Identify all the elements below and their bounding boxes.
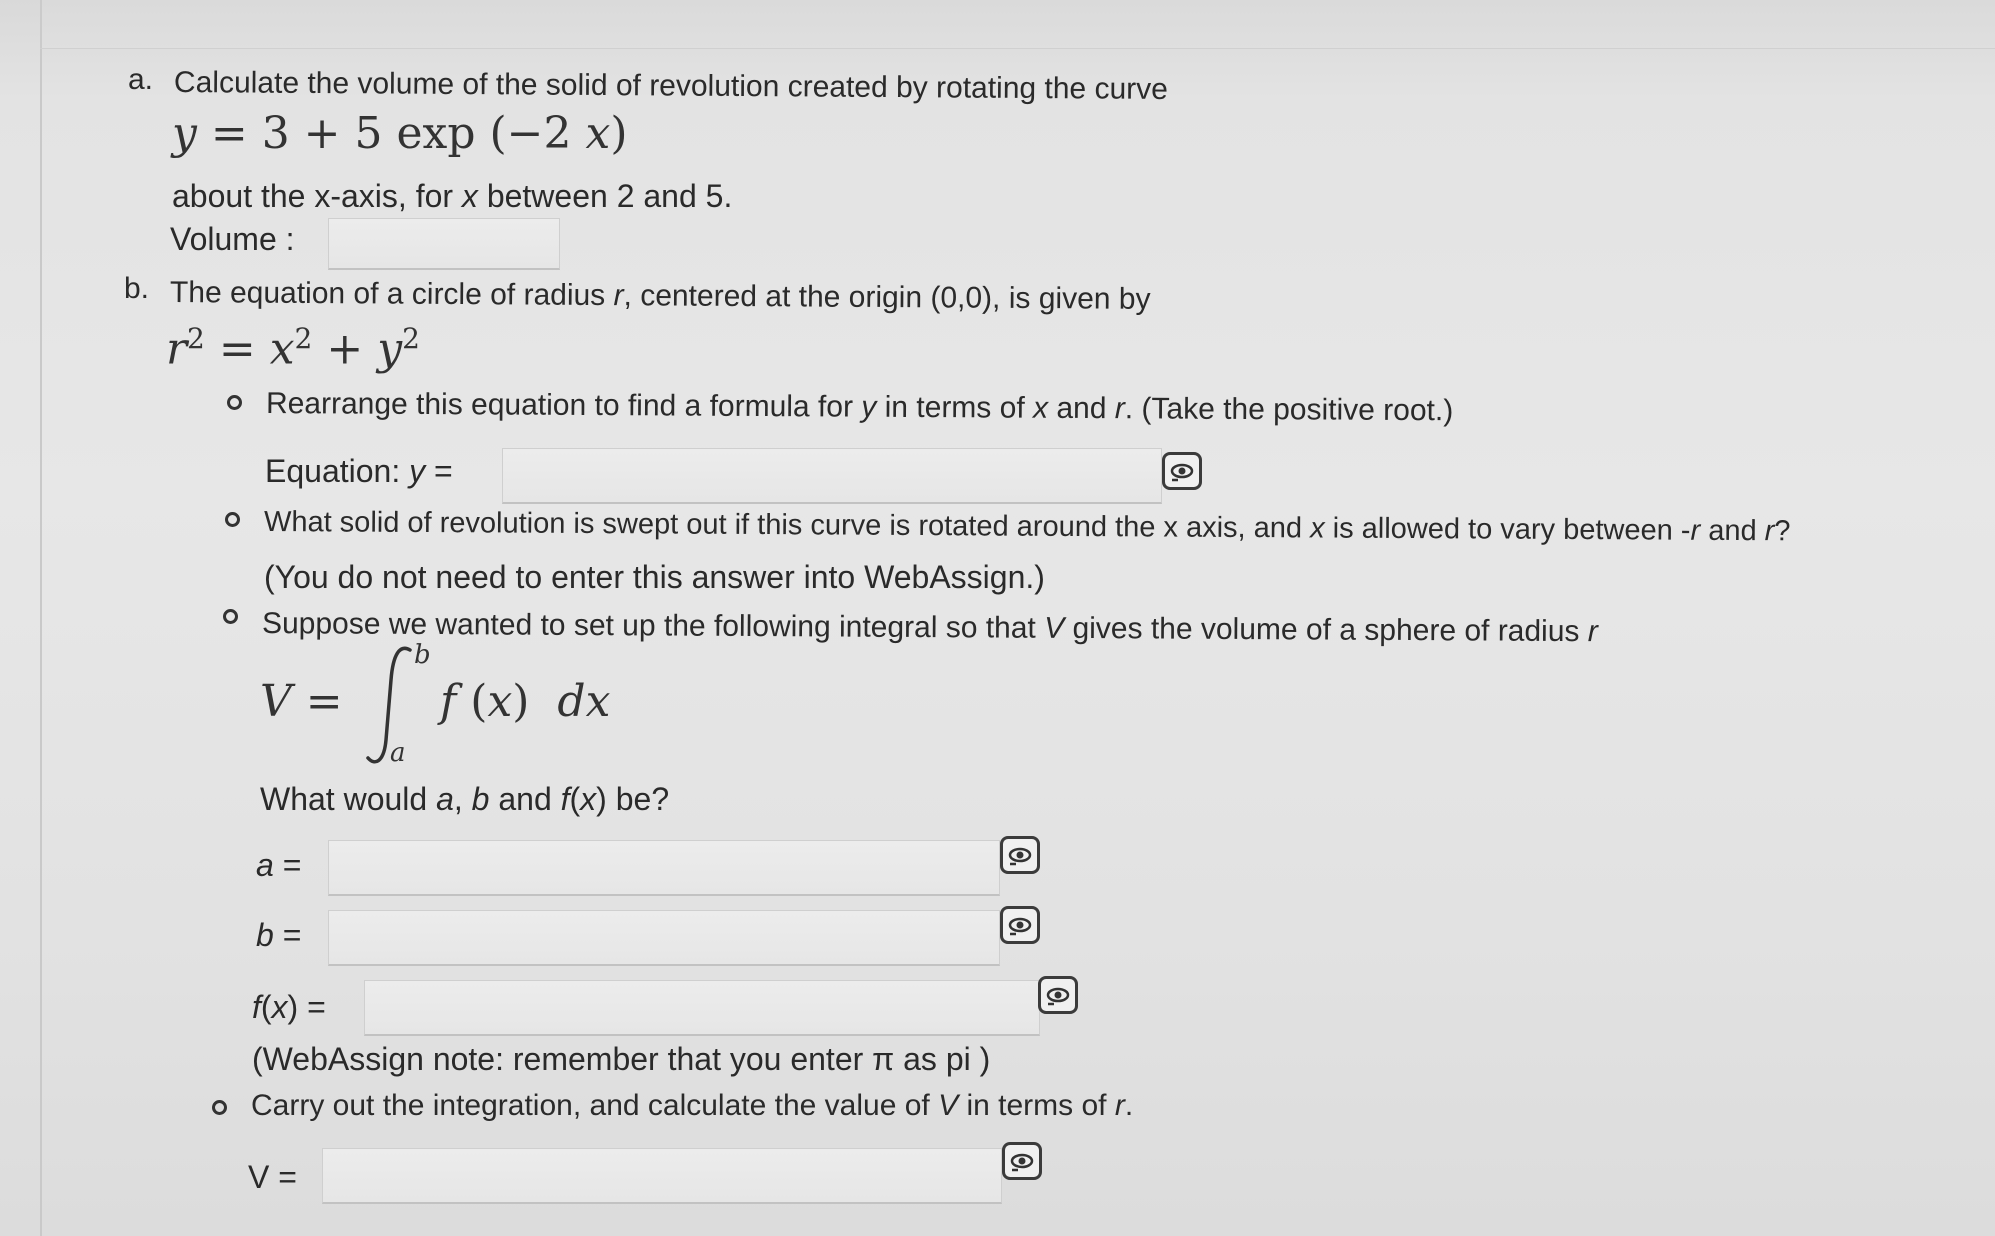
integral-upper-value: b [414, 640, 431, 670]
bullet-4-text: Carry out the integration, and calculate the value of V in terms of r. [251, 1089, 1134, 1122]
integral-integrand: f (x) dx [440, 676, 611, 727]
integral-upper-limit [414, 640, 431, 670]
circle-equation: $r^2 = x^2 + y^2$ [166, 322, 420, 375]
part-b-intro: The equation of a circle of radius r, centered at the origin (0,0), is given by [169, 276, 1151, 316]
webassign-note: (WebAssign note: remember that you enter π as pi ) [252, 1041, 991, 1077]
part-a-letter: a. [128, 63, 154, 96]
page-frame-left-edge [40, 0, 42, 1236]
part-b-letter: b. [124, 272, 150, 305]
b-input[interactable] [328, 910, 1000, 966]
abf-question: What would a, b and f(x) be? [260, 781, 670, 817]
fx-input[interactable] [364, 980, 1040, 1036]
bullet-2-line1: What solid of revolution is swept out if this curve is rotated around the x axis, and x is allowed to vary between -r and r? [263, 506, 1791, 548]
b-label: b = [256, 917, 302, 953]
equation-label: Equation: y = [265, 453, 453, 489]
integral-lower-value: a [390, 738, 406, 768]
a-input[interactable] [328, 840, 1000, 896]
bullet-3-text: Suppose we wanted to set up the following integral so that V gives the volume of a sphere of radius r [261, 607, 1598, 649]
bullet-1-icon [227, 395, 242, 410]
page-frame-top [40, 0, 1995, 49]
bullet-1-text: Rearrange this equation to find a formula for y in terms of x and r. (Take the positive root.) [265, 387, 1454, 428]
fx-label: f(x) = [252, 989, 326, 1025]
v-input[interactable] [322, 1148, 1002, 1204]
eye-preview-icon[interactable] [1038, 976, 1078, 1014]
volume-label: Volume : [170, 221, 295, 257]
part-a-condition: about the x-axis, for x between 2 and 5. [172, 178, 733, 214]
volume-input[interactable] [328, 218, 560, 270]
a-label: a = [256, 847, 302, 883]
integral-lhs: V = [260, 676, 343, 727]
bullet-2-icon [225, 512, 240, 527]
eye-preview-icon[interactable] [1000, 836, 1040, 874]
part-a-intro: Calculate the volume of the solid of revolution created by rotating the curve [173, 66, 1169, 106]
bullet-3-icon [223, 609, 238, 624]
eye-preview-icon[interactable] [1002, 1142, 1042, 1180]
bullet-4-icon [212, 1100, 227, 1115]
eye-preview-icon[interactable] [1162, 452, 1202, 490]
equation-y-input[interactable] [502, 448, 1162, 504]
bullet-2-line2: (You do not need to enter this answer into WebAssign.) [264, 559, 1045, 595]
integral-lower-limit [390, 738, 406, 768]
part-a-equation: y = 3 + 5 exp (−2 x) [172, 108, 628, 159]
eye-preview-icon[interactable] [1000, 906, 1040, 944]
v-label: V = [248, 1159, 297, 1195]
